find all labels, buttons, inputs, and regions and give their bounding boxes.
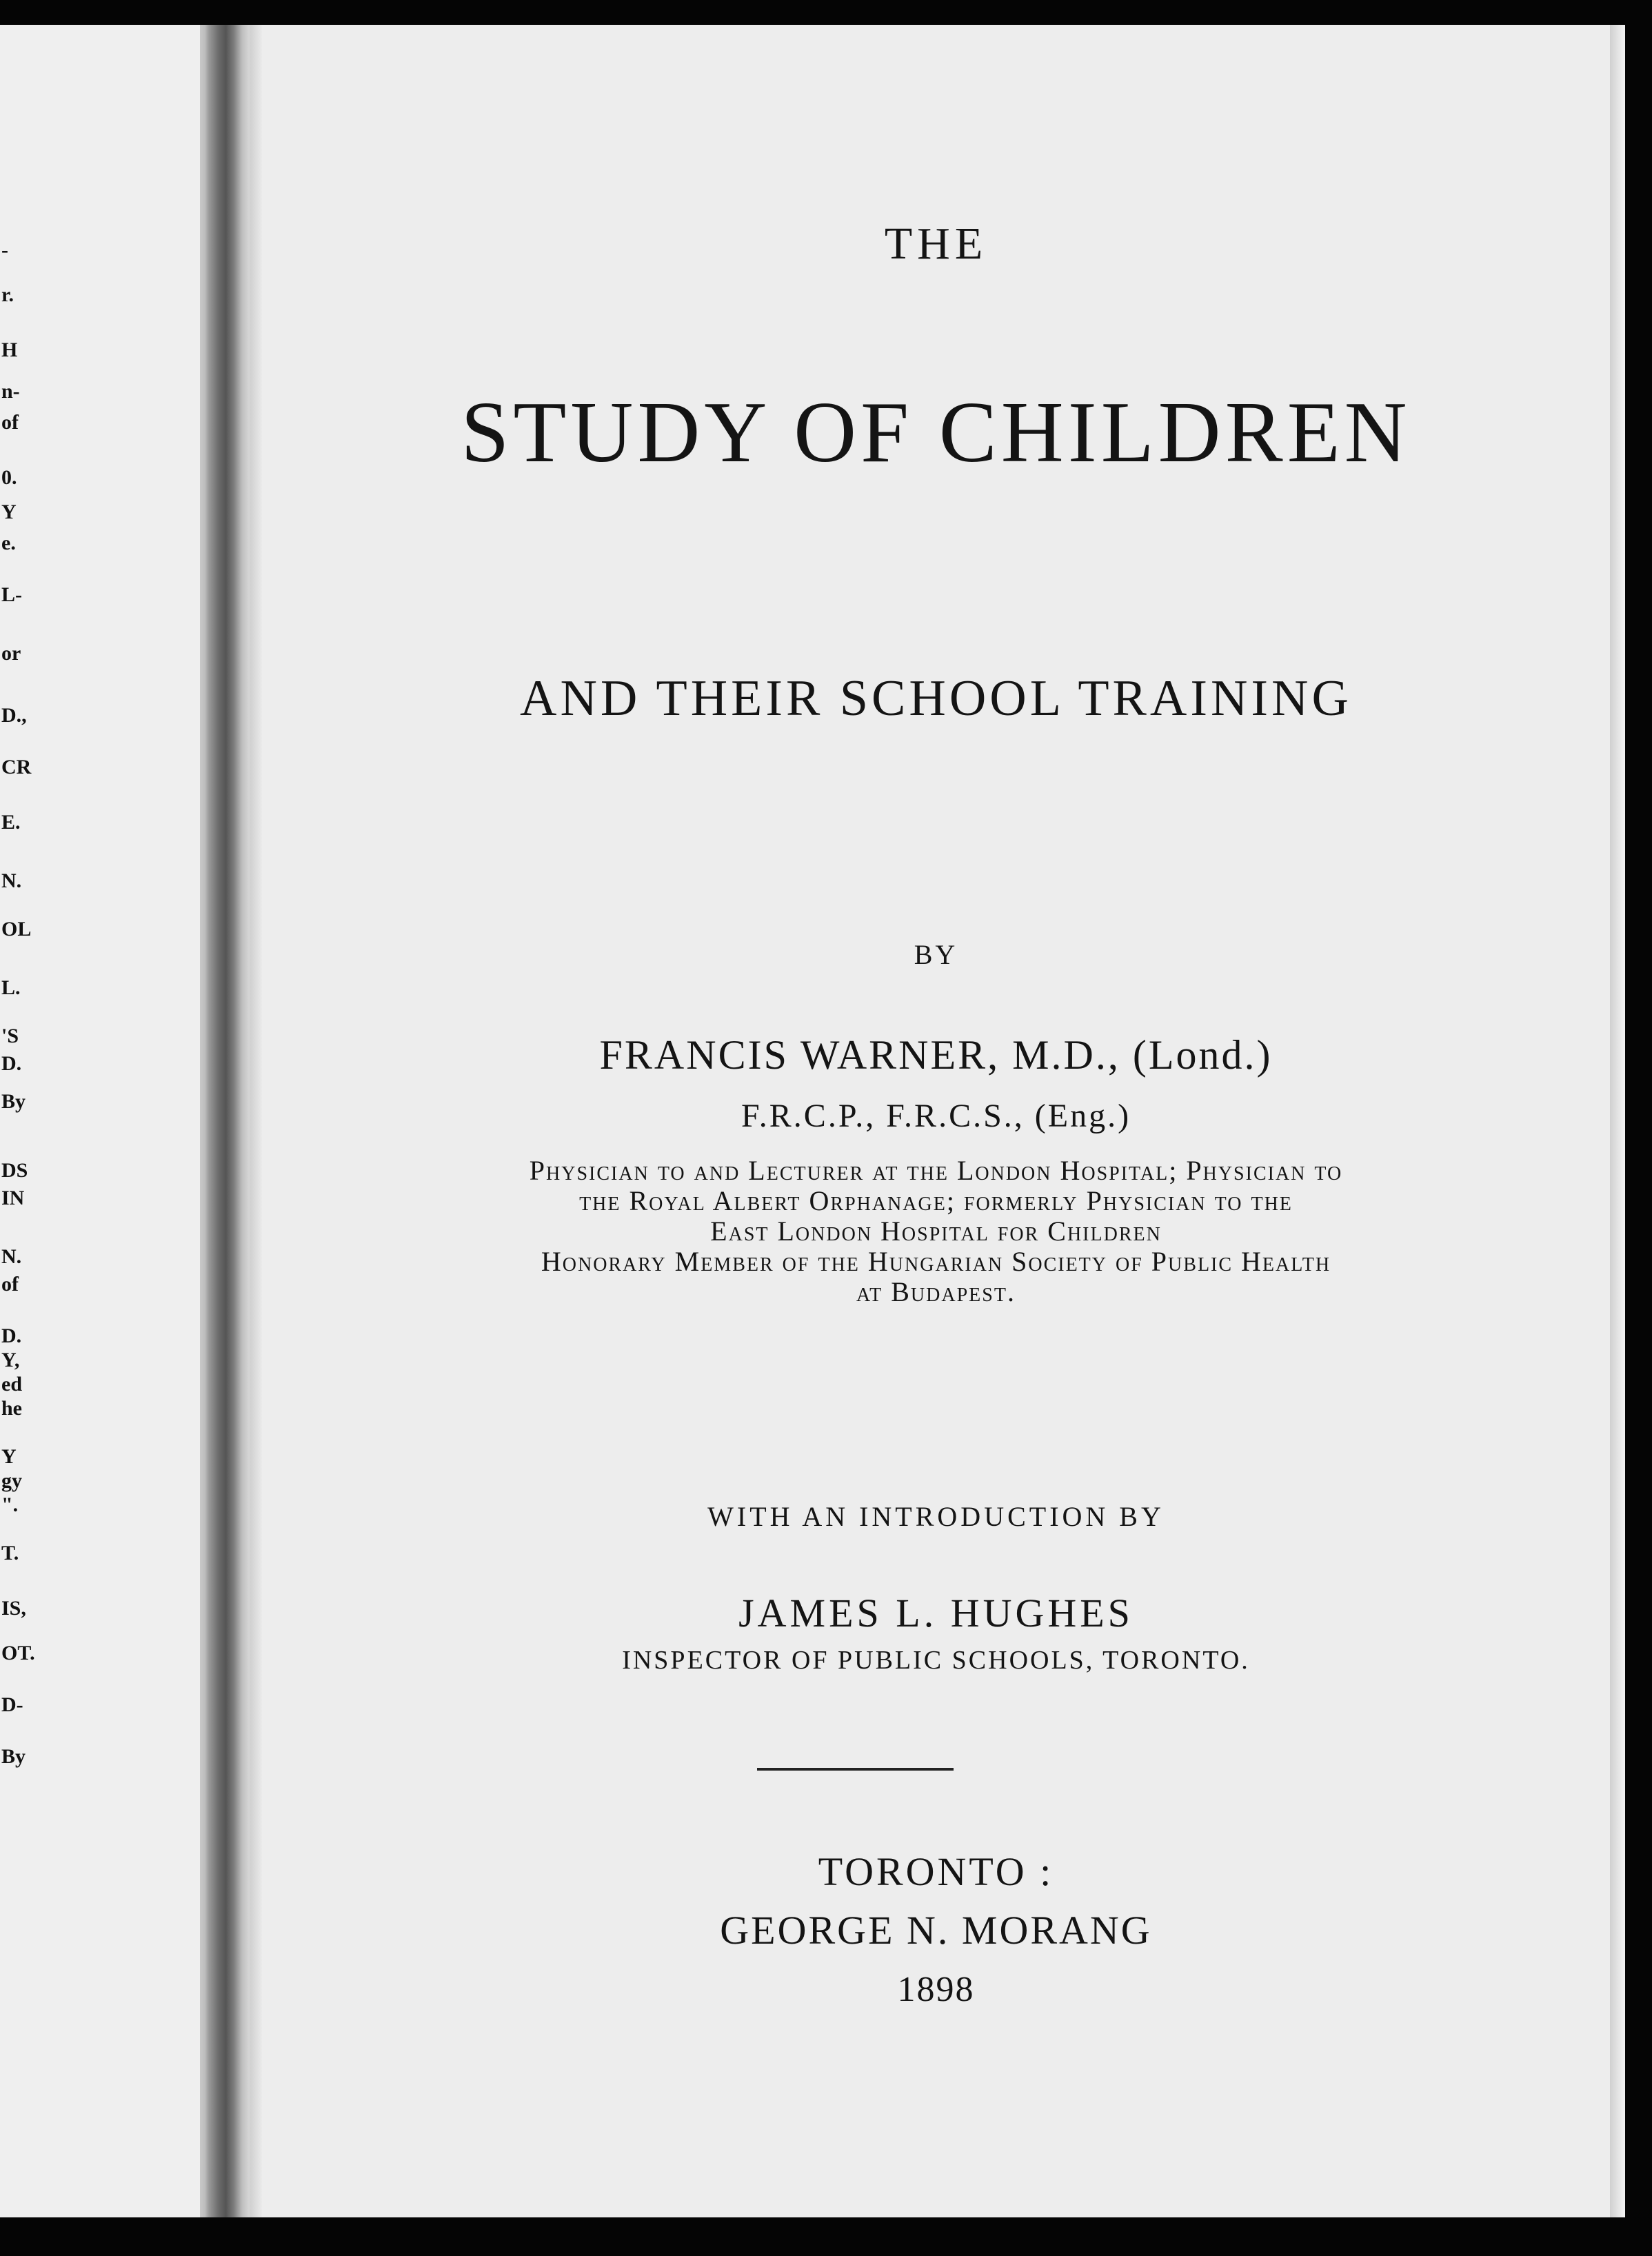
page-edge (1610, 25, 1625, 2217)
margin-fragment: n- (1, 380, 20, 403)
facing-page-margin-text (0, 25, 200, 2217)
author-title-line: East London Hospital for Children (710, 1216, 1162, 1247)
author-degrees: F.R.C.P., F.R.C.S., (Eng.) (741, 1098, 1131, 1134)
margin-fragment: he (1, 1397, 22, 1420)
author-title-line: the Royal Albert Orphanage; formerly Physician to the (579, 1185, 1293, 1216)
introduction-author-title: INSPECTOR OF PUBLIC SCHOOLS, TORONTO. (622, 1646, 1250, 1675)
margin-fragment: L- (1, 583, 22, 606)
margin-fragment: D- (1, 1693, 23, 1716)
margin-fragment: e. (1, 532, 16, 554)
author-name: FRANCIS WARNER, M.D., (Lond.) (599, 1032, 1273, 1078)
publisher-name: GEORGE N. MORANG (720, 1908, 1152, 1953)
margin-fragment: D. (1, 1052, 22, 1075)
margin-fragment: CR (1, 756, 32, 778)
margin-fragment: D. (1, 1325, 22, 1347)
margin-fragment: ". (1, 1493, 19, 1516)
book-subtitle: AND THEIR SCHOOL TRAINING (520, 670, 1352, 727)
by-label: BY (914, 939, 958, 970)
margin-fragment: OL (1, 918, 32, 940)
margin-fragment: r. (1, 283, 14, 306)
gutter-shadow (250, 25, 262, 2217)
margin-fragment: or (1, 642, 21, 665)
author-titles (262, 1156, 1610, 1307)
introduction-label: WITH AN INTRODUCTION BY (707, 1501, 1165, 1532)
margin-fragment: Y (1, 1445, 17, 1468)
margin-fragment: H (1, 339, 18, 361)
margin-fragment: IS, (1, 1597, 26, 1620)
divider-rule (757, 1768, 954, 1771)
title-article: THE (884, 219, 988, 269)
margin-fragment: ed (1, 1373, 22, 1396)
margin-fragment: of (1, 1273, 19, 1296)
margin-fragment: 'S (1, 1025, 19, 1047)
margin-fragment: N. (1, 869, 22, 892)
author-title-line: Honorary Member of the Hungarian Society of Public Health (541, 1246, 1331, 1277)
margin-fragment: By (1, 1745, 26, 1768)
introduction-author: JAMES L. HUGHES (738, 1591, 1134, 1635)
margin-fragment: N. (1, 1245, 22, 1268)
margin-fragment: gy (1, 1469, 22, 1492)
margin-fragment: Y, (1, 1349, 20, 1371)
margin-fragment: OT. (1, 1642, 35, 1664)
margin-fragment: IN (1, 1187, 25, 1209)
margin-fragment: DS (1, 1159, 28, 1182)
author-title-line: at Budapest. (856, 1276, 1016, 1307)
margin-fragment: of (1, 411, 19, 434)
book-gutter (200, 25, 250, 2217)
margin-fragment: L. (1, 976, 21, 999)
book-title: STUDY OF CHILDREN (461, 385, 1411, 481)
publication-year: 1898 (897, 1970, 975, 2009)
margin-fragment: E. (1, 811, 21, 834)
title-page (262, 25, 1610, 2217)
author-title-line: Physician to and Lecturer at the London Hospital; Physician to (529, 1155, 1343, 1186)
margin-fragment: D., (1, 704, 27, 727)
margin-fragment: 0. (1, 466, 17, 489)
margin-fragment: T. (1, 1542, 19, 1564)
publisher-city: TORONTO : (818, 1849, 1054, 1894)
margin-fragment: - (1, 239, 8, 261)
facing-page (0, 25, 200, 2217)
margin-fragment: Y (1, 501, 17, 523)
margin-fragment: By (1, 1090, 26, 1113)
